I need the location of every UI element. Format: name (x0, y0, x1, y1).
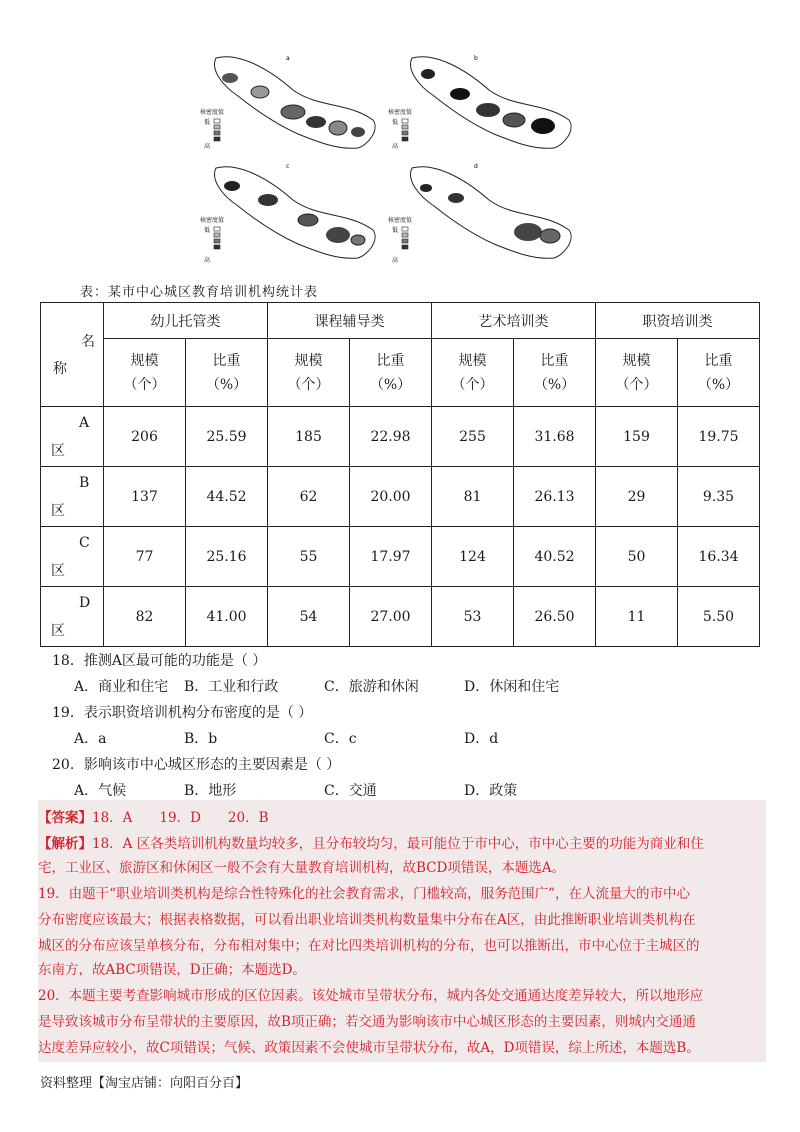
kernel-density-maps (198, 50, 596, 272)
table-cell: 22.98 (350, 407, 432, 467)
row-header: D 区 (41, 587, 104, 647)
header-row-subcolumns (41, 339, 760, 407)
row-header: C 区 (41, 527, 104, 587)
table-cell: 82 (104, 587, 186, 647)
scale-header: 规模 （个） (268, 339, 350, 407)
analysis-line: 东南方，故ABC项错误，D正确；本题选D。 (38, 962, 306, 978)
question-option: C．c (324, 731, 357, 747)
table-cell: 206 (104, 407, 186, 467)
question-option: C．交通 (324, 783, 377, 799)
table-cell: 20.00 (350, 467, 432, 527)
table-row (41, 467, 760, 527)
legend-title: 核密度值 (200, 109, 225, 116)
legend-high: 高 (392, 257, 399, 264)
scale-header: 规模 （个） (432, 339, 514, 407)
row-header: B 区 (41, 467, 104, 527)
table-cell: 137 (104, 467, 186, 527)
table-row (41, 407, 760, 467)
ratio-header: 比重 （%） (350, 339, 432, 407)
corner-cell (41, 303, 104, 407)
question-option: A．商业和住宅 (74, 679, 169, 695)
map-label: a (286, 55, 290, 62)
table-cell: 29 (596, 467, 678, 527)
map-panel-c (200, 163, 375, 264)
category-header: 幼儿托管类 (104, 303, 268, 339)
table-cell: 53 (432, 587, 514, 647)
table-cell: 124 (432, 527, 514, 587)
question-option: D．政策 (464, 783, 518, 799)
table-cell: 54 (268, 587, 350, 647)
table-row (41, 527, 760, 587)
question-option: A．气候 (74, 783, 127, 799)
analysis-line: 20．本题主要考查影响城市形成的区位因素。该处城市呈带状分布，城内各处交通通达度差异较大，所以地形应 (38, 988, 704, 1004)
question-option: B．地形 (184, 783, 237, 799)
legend-low: 低 (392, 119, 399, 126)
table-cell: 81 (432, 467, 514, 527)
analysis-line: 城区的分布应该呈单核分布，分布相对集中；在对比四类培训机构的分布，也可以推断出，市中心位于主城区的 (38, 938, 700, 954)
legend-low: 低 (204, 119, 211, 126)
table-cell: 44.52 (186, 467, 268, 527)
table-cell: 31.68 (514, 407, 596, 467)
table-cell: 255 (432, 407, 514, 467)
ratio-header: 比重 （%） (678, 339, 760, 407)
table-cell: 9.35 (678, 467, 760, 527)
corner-top: 名 (81, 334, 95, 350)
question-option: A．a (74, 731, 107, 747)
table-cell: 25.16 (186, 527, 268, 587)
question-option: C．旅游和休闲 (324, 679, 419, 695)
ratio-header: 比重 （%） (186, 339, 268, 407)
table-cell: 25.59 (186, 407, 268, 467)
table-cell: 27.00 (350, 587, 432, 647)
category-header: 职资培训类 (596, 303, 760, 339)
question-option: B．工业和行政 (184, 679, 279, 695)
answer-tag: 【答案】 (38, 810, 92, 826)
table-row (41, 587, 760, 647)
map-panel-a (200, 55, 375, 150)
table-cell: 26.50 (514, 587, 596, 647)
analysis-line: 达度差异应较小，故C项错误；气候、政策因素不会使城市呈带状分布，故A，D项错误，综上所述，本题选B。 (38, 1040, 700, 1056)
scale-header: 规模 （个） (596, 339, 678, 407)
answer-text: 18．A 19．D 20．B (92, 810, 269, 826)
statistics-table (40, 302, 760, 647)
legend-high: 高 (204, 257, 211, 264)
analysis-line: 宅，工业区、旅游区和休闲区一般不会有大量教育培训机构，故BCD项错误，本题选A。 (38, 860, 566, 876)
ratio-header: 比重 （%） (514, 339, 596, 407)
legend-low: 低 (204, 227, 211, 234)
map-label: b (474, 55, 478, 62)
footer-source: 资料整理【淘宝店铺：向阳百分百】 (40, 1076, 249, 1091)
table-cell: 50 (596, 527, 678, 587)
analysis-line: 是导致该城市分布呈带状的主要原因，故B项正确；若交通为影响该市中心城区形态的主要因素，则城内交通通 (38, 1014, 696, 1030)
scale-header: 规模 （个） (104, 339, 186, 407)
table-cell: 11 (596, 587, 678, 647)
table-caption: 表：某市中心城区教育培训机构统计表 (80, 285, 319, 300)
question-option: B．b (184, 731, 218, 747)
analysis-line: 19．由题干“职业培训类机构是综合性特殊化的社会教育需求，门槛较高，服务范围广”，在人流量大的市中心 (38, 886, 690, 902)
map-label: d (474, 163, 478, 170)
question-stem: 18．推测A区最可能的功能是（ ） (52, 653, 267, 669)
table-cell: 17.97 (350, 527, 432, 587)
legend-title: 核密度值 (200, 217, 225, 224)
header-row-categories (41, 303, 760, 339)
legend-low: 低 (392, 227, 399, 234)
table-cell: 41.00 (186, 587, 268, 647)
table-cell: 40.52 (514, 527, 596, 587)
legend-high: 高 (204, 143, 211, 150)
legend-high: 高 (392, 143, 399, 150)
row-header: A 区 (41, 407, 104, 467)
table-cell: 62 (268, 467, 350, 527)
table-cell: 26.13 (514, 467, 596, 527)
table-cell: 19.75 (678, 407, 760, 467)
map-panel-d (388, 163, 571, 264)
question-stem: 20．影响该市中心城区形态的主要因素是（ ） (52, 757, 341, 773)
maps-svg (198, 50, 596, 272)
question-stem: 19．表示职资培训机构分布密度的是（ ） (52, 705, 313, 721)
table-cell: 55 (268, 527, 350, 587)
map-label: c (286, 163, 290, 170)
table-cell: 5.50 (678, 587, 760, 647)
corner-bottom: 称 (53, 361, 67, 377)
category-header: 艺术培训类 (432, 303, 596, 339)
analysis-tag: 【解析】 (38, 836, 92, 852)
question-option: D．休闲和住宅 (464, 679, 560, 695)
table-cell: 159 (596, 407, 678, 467)
legend-title: 核密度值 (388, 109, 413, 116)
answer-analysis-box (38, 800, 766, 1062)
table-cell: 185 (268, 407, 350, 467)
analysis-line: 分布密度应该最大；根据表格数据，可以看出职业培训类机构数量集中分布在A区，由此推断职业培训类机构在 (38, 912, 696, 928)
analysis-line: 【解析】18．A 区各类培训机构数量均较多，且分布较均匀，最可能位于市中心，市中心主要的功能为商业和住 (38, 836, 704, 852)
question-option: D．d (464, 731, 499, 747)
map-panel-b (388, 55, 571, 150)
legend-title: 核密度值 (388, 217, 413, 224)
table-cell: 16.34 (678, 527, 760, 587)
table-cell: 77 (104, 527, 186, 587)
category-header: 课程辅导类 (268, 303, 432, 339)
answer-line (38, 806, 269, 826)
